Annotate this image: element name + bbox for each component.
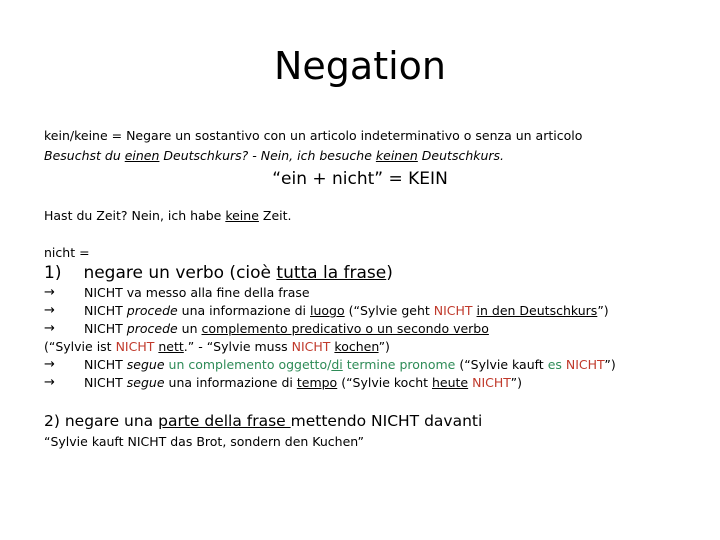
arrow-icon: → <box>44 357 55 372</box>
text-span: NICHT va messo alla fine della frase <box>84 285 310 300</box>
rule-text <box>84 357 616 373</box>
kein-definition: kein/keine = Negare un sostantivo con un articolo indeterminativo o senza un articolo <box>44 128 583 143</box>
text-span: un complemento oggetto/ <box>164 357 332 372</box>
nicht-heading-2 <box>44 410 482 432</box>
arrow-icon: → <box>44 375 55 390</box>
text-span: Deutschkurs. <box>417 148 505 163</box>
text-span: (“Sylvie geht <box>344 303 434 318</box>
text-span: procede <box>126 303 178 318</box>
text-span: 2) negare una <box>44 412 159 430</box>
text-span: ”) <box>604 357 616 372</box>
text-span: negare un verbo (cioè <box>83 263 277 283</box>
text-span: Deutschkurs? - Nein, ich besuche <box>159 148 376 163</box>
text-span: NICHT <box>84 321 127 336</box>
rule-row-3-examples <box>44 339 390 355</box>
text-span: .” - “Sylvie muss <box>183 339 292 354</box>
text-span: keine <box>225 208 259 223</box>
text-span: kochen <box>334 339 379 354</box>
arrow-icon: → <box>44 321 55 336</box>
text-span: Zeit. <box>258 208 292 223</box>
text-span: segue <box>126 375 165 390</box>
text-span: un <box>177 321 202 336</box>
text-span: (“Sylvie kocht <box>337 375 432 390</box>
text-span: Hast du Zeit? Nein, ich habe <box>44 208 226 223</box>
text-span: NICHT <box>84 375 127 390</box>
text-span: complemento predicativo o un secondo verbo <box>201 321 489 336</box>
arrow-icon: → <box>44 285 55 300</box>
text-span: di <box>331 357 343 372</box>
text-span: NICHT <box>84 303 127 318</box>
text-span: ) <box>386 263 393 283</box>
text-span: luogo <box>310 303 345 318</box>
text-span: NICHT <box>561 357 605 372</box>
text-span: mettendo NICHT davanti <box>290 412 483 430</box>
text-span: ”) <box>597 303 609 318</box>
text-span: es <box>547 357 562 372</box>
text-span: NICHT <box>291 339 331 354</box>
text-span: tempo <box>296 375 338 390</box>
text-span: termine pronome <box>342 357 456 372</box>
slide-title: Negation <box>273 44 446 88</box>
kein-example-2 <box>44 208 291 224</box>
text-span: NICHT <box>115 339 155 354</box>
nicht-heading-1 <box>44 262 393 284</box>
text-span: una informazione di <box>177 303 311 318</box>
text-span: NICHT <box>433 303 473 318</box>
text-span: parte della frase <box>158 412 291 430</box>
text-span: ”) <box>510 375 522 390</box>
text-span: einen <box>124 148 160 163</box>
nicht-example-2: “Sylvie kauft NICHT das Brot, sondern den Kuchen” <box>44 434 365 449</box>
text-span: NICHT <box>84 357 127 372</box>
text-span: in den Deutschkurs <box>476 303 598 318</box>
text-span: nett <box>158 339 184 354</box>
text-span: 1) <box>44 263 62 283</box>
text-span: procede <box>126 321 178 336</box>
text-span: keinen <box>375 148 418 163</box>
kein-example <box>44 148 504 164</box>
text-span: una informazione di <box>164 375 297 390</box>
nicht-label: nicht = <box>44 245 90 260</box>
text-span: (“Sylvie kauft <box>455 357 548 372</box>
rule-text <box>84 303 609 319</box>
arrow-icon: → <box>44 303 55 318</box>
text-span: segue <box>126 357 165 372</box>
text-span: heute <box>432 375 469 390</box>
rule-text <box>84 375 522 391</box>
kein-formula: “ein + nicht” = KEIN <box>272 169 448 189</box>
text-span: (“Sylvie ist <box>44 339 116 354</box>
text-span: ”) <box>378 339 390 354</box>
text-span: Besuchst du <box>44 148 125 163</box>
rule-text <box>84 321 489 337</box>
text-span: tutta la frase <box>276 263 387 283</box>
text-span: NICHT <box>468 375 511 390</box>
